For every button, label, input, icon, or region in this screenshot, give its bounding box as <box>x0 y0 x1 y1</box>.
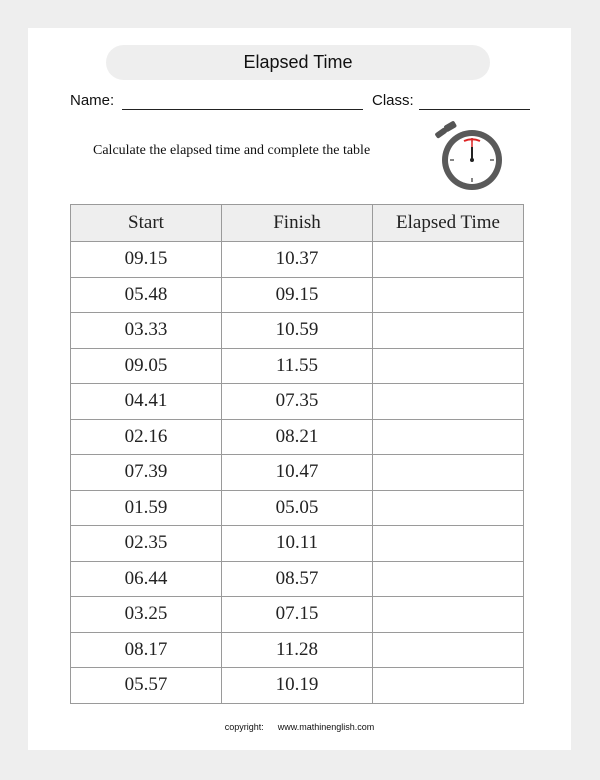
table-row <box>71 348 524 384</box>
finish-cell: 05.05 <box>222 490 373 526</box>
header-elapsed-time: Elapsed Time <box>373 205 524 242</box>
table-row <box>71 597 524 633</box>
worksheet-page <box>28 28 571 750</box>
start-cell: 01.59 <box>71 490 222 526</box>
finish-cell: 10.19 <box>222 668 373 704</box>
table-row <box>71 242 524 278</box>
start-cell: 02.35 <box>71 526 222 562</box>
start-cell: 07.39 <box>71 455 222 491</box>
finish-cell: 10.47 <box>222 455 373 491</box>
elapsed-cell[interactable] <box>373 348 524 384</box>
elapsed-cell[interactable] <box>373 455 524 491</box>
elapsed-cell[interactable] <box>373 490 524 526</box>
class-line <box>419 109 530 110</box>
class-label: Class: <box>372 92 414 109</box>
finish-cell: 10.59 <box>222 313 373 349</box>
table-row <box>71 490 524 526</box>
start-cell: 03.25 <box>71 597 222 633</box>
finish-cell: 11.28 <box>222 632 373 668</box>
copyright-label: copyright: <box>224 722 264 732</box>
table-row <box>71 419 524 455</box>
elapsed-cell[interactable] <box>373 561 524 597</box>
table-row <box>71 384 524 420</box>
elapsed-cell[interactable] <box>373 277 524 313</box>
finish-cell: 10.11 <box>222 526 373 562</box>
table-header-row <box>71 205 524 242</box>
elapsed-cell[interactable] <box>373 526 524 562</box>
name-line <box>122 109 363 110</box>
elapsed-cell[interactable] <box>373 419 524 455</box>
start-cell: 02.16 <box>71 419 222 455</box>
finish-cell: 10.37 <box>222 242 373 278</box>
elapsed-cell[interactable] <box>373 632 524 668</box>
elapsed-cell[interactable] <box>373 242 524 278</box>
finish-cell: 08.57 <box>222 561 373 597</box>
elapsed-cell[interactable] <box>373 313 524 349</box>
table-row <box>71 526 524 562</box>
stopwatch-icon <box>430 120 510 192</box>
table-row <box>71 668 524 704</box>
finish-cell: 08.21 <box>222 419 373 455</box>
title-text: Elapsed Time <box>243 52 353 72</box>
start-cell: 05.57 <box>71 668 222 704</box>
table-row <box>71 277 524 313</box>
header-finish: Finish <box>222 205 373 242</box>
finish-cell: 11.55 <box>222 348 373 384</box>
table-row <box>71 313 524 349</box>
elapsed-cell[interactable] <box>373 597 524 633</box>
start-cell: 05.48 <box>71 277 222 313</box>
start-cell: 04.41 <box>71 384 222 420</box>
worksheet-title <box>106 45 490 80</box>
elapsed-cell[interactable] <box>373 384 524 420</box>
finish-cell: 07.15 <box>222 597 373 633</box>
finish-cell: 07.35 <box>222 384 373 420</box>
start-cell: 06.44 <box>71 561 222 597</box>
table-row <box>71 632 524 668</box>
start-cell: 03.33 <box>71 313 222 349</box>
elapsed-cell[interactable] <box>373 668 524 704</box>
start-cell: 09.05 <box>71 348 222 384</box>
site-link[interactable]: www.mathinenglish.com <box>277 722 375 732</box>
header-start: Start <box>71 205 222 242</box>
finish-cell: 09.15 <box>222 277 373 313</box>
table-row <box>71 455 524 491</box>
table-row <box>71 561 524 597</box>
footer <box>28 722 571 732</box>
start-cell: 08.17 <box>71 632 222 668</box>
elapsed-time-table <box>70 204 524 704</box>
instruction-text: Calculate the elapsed time and complete the table <box>93 143 371 158</box>
name-label: Name: <box>70 92 115 109</box>
start-cell: 09.15 <box>71 242 222 278</box>
